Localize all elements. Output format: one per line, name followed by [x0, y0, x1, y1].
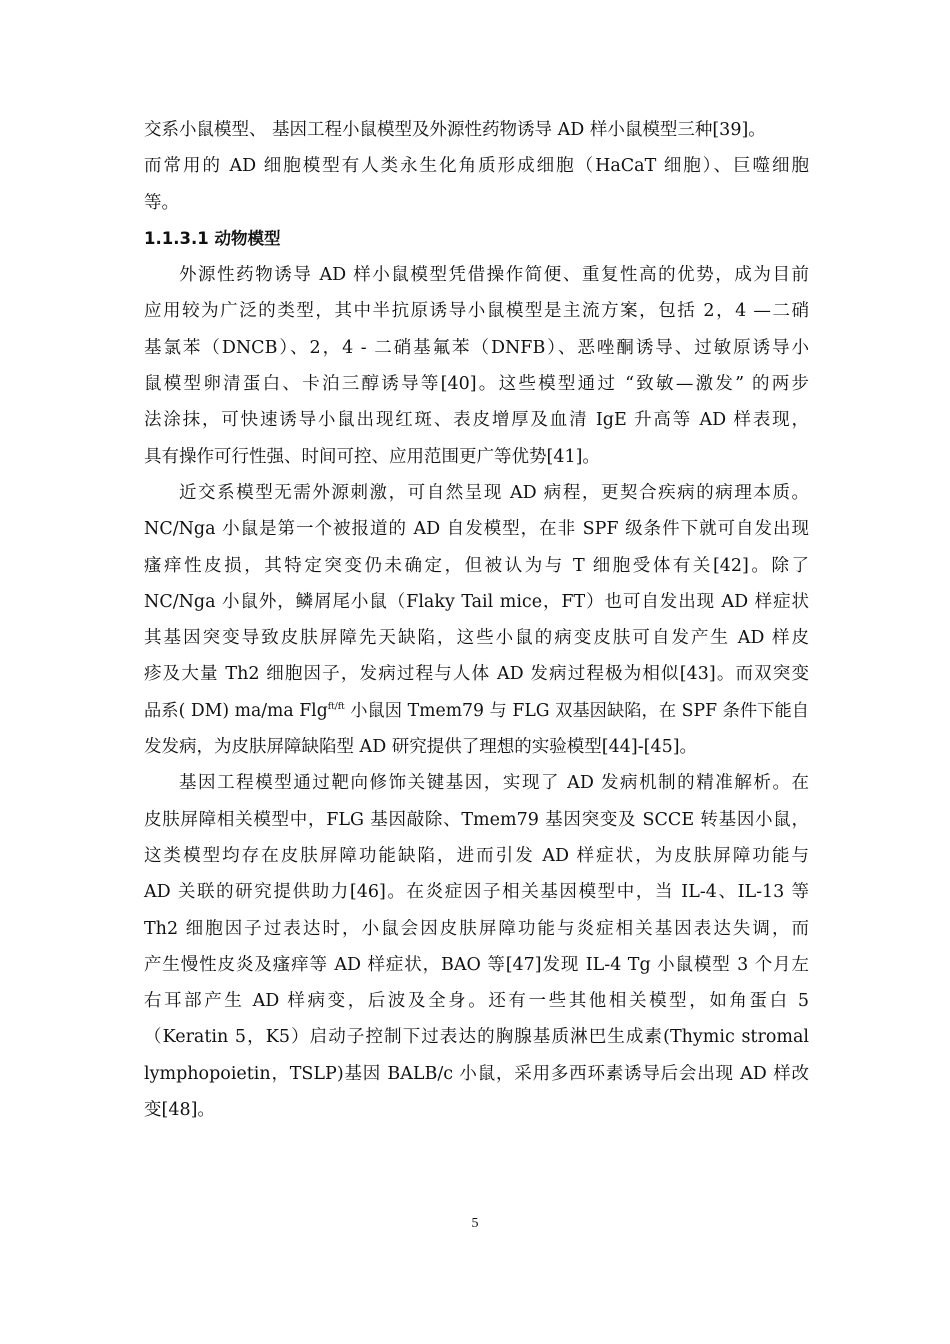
text-line: [144, 693, 809, 729]
line-text: 产生慢性皮炎及瘙痒等 AD 样症状，BAO 等[47]发现 IL-4 Tg 小鼠模型 3 个月左: [144, 954, 809, 975]
line-text: （Keratin 5，K5）启动子控制下过表达的胸腺基质淋巴生成素(Thymic stromal: [144, 1027, 809, 1048]
line-text: 其基因突变导致皮肤屏障先天缺陷，这些小鼠的病变皮肤可自发产生 AD 样皮: [144, 628, 809, 649]
text-line: [144, 475, 809, 511]
text-line: [144, 366, 809, 402]
text-line: [144, 1092, 809, 1128]
line-text: 1.1.3.1 动物模型: [144, 228, 281, 248]
text-line: [144, 439, 809, 475]
line-text: 近交系模型无需外源刺激，可自然呈现 AD 病程，更契合疾病的病理本质。: [179, 482, 809, 503]
line-text: 瘙痒性皮损，其特定突变仍未确定，但被认为与 T 细胞受体有关[42]。除了: [144, 555, 809, 576]
page-number: 5: [471, 1216, 479, 1231]
text-line: [144, 983, 809, 1019]
body-text: [144, 112, 809, 1128]
text-line: [144, 911, 809, 947]
text-line: [144, 511, 809, 547]
text-line: [144, 185, 809, 221]
text-line: [144, 1019, 809, 1055]
text-line: [144, 402, 809, 438]
text-line: [144, 293, 809, 329]
line-text: 具有操作可行性强、时间可控、应用范围更广等优势[41]。: [144, 446, 600, 467]
line-text: 交系小鼠模型、 基因工程小鼠模型及外源性药物诱导 AD 样小鼠模型三种[39]。: [144, 120, 766, 140]
line-text: NC/Nga 小鼠是第一个被报道的 AD 自发模型，在非 SPF 级条件下就可自发出现: [144, 519, 809, 540]
line-text: 这类模型均存在皮肤屏障功能缺陷，进而引发 AD 样症状，为皮肤屏障功能与: [144, 845, 809, 866]
line-text: 疹及大量 Th2 细胞因子，发病过程与人体 AD 发病过程极为相似[43]。而双突变: [144, 664, 809, 685]
text-line: [144, 838, 809, 874]
text-line: [144, 656, 809, 692]
line-text: 等。: [144, 192, 179, 213]
text-line: [144, 874, 809, 910]
text-line: [144, 548, 809, 584]
text-line: [144, 148, 809, 184]
text-line: [144, 257, 809, 293]
text-line: [144, 947, 809, 983]
line-text: 发发病，为皮肤屏障缺陷型 AD 研究提供了理想的实验模型[44]-[45]。: [144, 737, 698, 758]
line-text: 应用较为广泛的类型，其中半抗原诱导小鼠模型是主流方案，包括 2，4 —二硝: [144, 301, 809, 322]
line-text: 法涂抹，可快速诱导小鼠出现红斑、表皮增厚及血清 IgE 升高等 AD 样表现，: [144, 410, 809, 431]
superscript: ft/ft: [327, 701, 345, 712]
text-line: [144, 620, 809, 656]
line-text: 变[48]。: [144, 1100, 215, 1121]
line-text: 皮肤屏障相关模型中，FLG 基因敲除、Tmem79 基因突变及 SCCE 转基因小鼠，: [144, 809, 809, 830]
line-text: 基氯苯（DNCB）、2，4 - 二硝基氟苯（DNFB）、恶唑酮诱导、过敏原诱导小: [144, 337, 809, 358]
text-line: [144, 765, 809, 801]
line-text: 品系( DM) ma/ma Flg: [144, 700, 328, 721]
line-text: 右耳部产生 AD 样病变，后波及全身。还有一些其他相关模型，如角蛋白 5: [144, 991, 809, 1012]
line-text: 鼠模型卵清蛋白、卡泊三醇诱导等[40]。这些模型通过 “致敏—激发” 的两步: [144, 374, 809, 395]
line-text: lymphopoietin，TSLP)基因 BALB/c 小鼠，采用多西环素诱导后会出现 AD 样改: [144, 1063, 809, 1084]
text-line: [144, 729, 809, 765]
line-text: 基因工程模型通过靶向修饰关键基因，实现了 AD 发病机制的精准解析。在: [179, 773, 809, 794]
line-text: NC/Nga 小鼠外，鳞屑尾小鼠（Flaky Tail mice，FT）也可自发出现 AD 样症状: [144, 591, 809, 612]
section-heading: [144, 221, 809, 257]
line-text: Th2 细胞因子过表达时，小鼠会因皮肤屏障功能与炎症相关基因表达失调，而: [144, 918, 809, 939]
text-line: [144, 330, 809, 366]
text-line: [144, 1056, 809, 1092]
line-text: 而常用的 AD 细胞模型有人类永生化角质形成细胞（HaCaT 细胞）、巨噬细胞: [144, 156, 809, 177]
text-line: [144, 112, 809, 148]
line-text-continued: 小鼠因 Tmem79 与 FLG 双基因缺陷，在 SPF 条件下能自: [344, 700, 810, 721]
text-line: [144, 584, 809, 620]
text-line: [144, 802, 809, 838]
line-text: 外源性药物诱导 AD 样小鼠模型凭借操作简便、重复性高的优势，成为目前: [179, 265, 809, 286]
line-text: AD 关联的研究提供助力[46]。在炎症因子相关基因模型中，当 IL-4、IL-13 等: [144, 882, 809, 903]
